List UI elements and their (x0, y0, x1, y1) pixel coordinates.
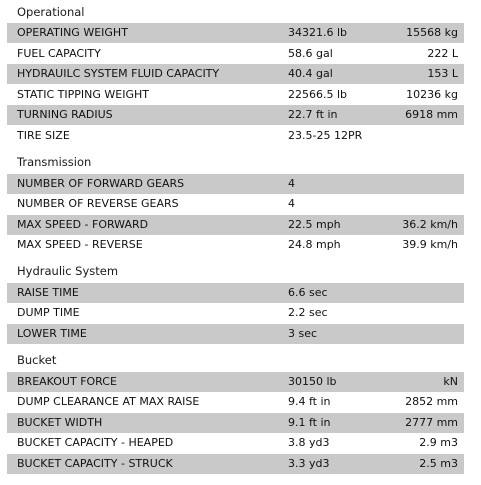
spec-label: DUMP TIME (17, 306, 80, 319)
spec-row (7, 215, 464, 235)
spec-row (7, 126, 464, 146)
spec-imperial-value: 6.6 sec (288, 286, 328, 299)
spec-label: BUCKET CAPACITY - HEAPED (17, 436, 174, 449)
spec-row (7, 283, 464, 303)
spec-imperial-value: 3.8 yd3 (288, 436, 330, 449)
spec-label: NUMBER OF FORWARD GEARS (17, 177, 185, 190)
spec-imperial-value: 24.8 mph (288, 238, 341, 251)
spec-imperial-value: 3.3 yd3 (288, 457, 330, 470)
spec-metric-value: kN (443, 375, 458, 388)
spec-row (7, 85, 464, 105)
section-title-bucket: Bucket (17, 353, 57, 367)
spec-imperial-value: 9.1 ft in (288, 416, 331, 429)
spec-label: NUMBER OF REVERSE GEARS (17, 197, 179, 210)
section-title-operational: Operational (17, 5, 85, 19)
spec-label: RAISE TIME (17, 286, 79, 299)
spec-imperial-value: 3 sec (288, 327, 318, 340)
spec-imperial-value: 30150 lb (288, 375, 337, 388)
spec-row (7, 372, 464, 392)
spec-label: BUCKET WIDTH (17, 416, 103, 429)
spec-metric-value: 15568 kg (406, 26, 458, 39)
spec-imperial-value: 22566.5 lb (288, 88, 348, 101)
spec-row (7, 23, 464, 43)
spec-metric-value: 222 L (427, 47, 458, 60)
spec-label: TURNING RADIUS (17, 108, 113, 121)
spec-row (7, 324, 464, 344)
spec-row (7, 64, 464, 84)
spec-label: MAX SPEED - FORWARD (17, 218, 149, 231)
spec-label: HYDRAUILC SYSTEM FLUID CAPACITY (17, 67, 220, 80)
spec-metric-value: 39.9 km/h (402, 238, 458, 251)
spec-imperial-value: 22.7 ft in (288, 108, 338, 121)
spec-metric-value: 2.5 m3 (419, 457, 458, 470)
spec-label: OPERATING WEIGHT (17, 26, 128, 39)
spec-label: LOWER TIME (17, 327, 87, 340)
spec-imperial-value: 4 (288, 197, 295, 210)
spec-imperial-value: 9.4 ft in (288, 395, 331, 408)
section-title-transmission: Transmission (17, 155, 92, 169)
spec-row (7, 174, 464, 194)
spec-metric-value: 2777 mm (405, 416, 458, 429)
spec-row (7, 235, 464, 255)
spec-label: FUEL CAPACITY (17, 47, 101, 60)
spec-label: STATIC TIPPING WEIGHT (17, 88, 149, 101)
spec-label: BUCKET CAPACITY - STRUCK (17, 457, 173, 470)
spec-label: TIRE SIZE (17, 129, 70, 142)
spec-label: MAX SPEED - REVERSE (17, 238, 143, 251)
spec-metric-value: 6918 mm (405, 108, 458, 121)
spec-row (7, 303, 464, 323)
spec-metric-value: 36.2 km/h (402, 218, 458, 231)
section-title-hydraulic-system: Hydraulic System (17, 264, 119, 278)
spec-row (7, 454, 464, 474)
spec-label: BREAKOUT FORCE (17, 375, 117, 388)
spec-row (7, 392, 464, 412)
spec-row (7, 413, 464, 433)
spec-imperial-value: 34321.6 lb (288, 26, 348, 39)
spec-imperial-value: 22.5 mph (288, 218, 341, 231)
spec-metric-value: 153 L (427, 67, 458, 80)
spec-row (7, 433, 464, 453)
spec-metric-value: 10236 kg (406, 88, 458, 101)
spec-imperial-value: 58.6 gal (288, 47, 333, 60)
spec-row (7, 105, 464, 125)
spec-row (7, 194, 464, 214)
spec-label: DUMP CLEARANCE AT MAX RAISE (17, 395, 200, 408)
spec-imperial-value: 23.5-25 12PR (288, 129, 363, 142)
spec-row (7, 44, 464, 64)
spec-imperial-value: 2.2 sec (288, 306, 328, 319)
spec-imperial-value: 40.4 gal (288, 67, 333, 80)
spec-metric-value: 2852 mm (405, 395, 458, 408)
spec-metric-value: 2.9 m3 (419, 436, 458, 449)
spec-imperial-value: 4 (288, 177, 295, 190)
